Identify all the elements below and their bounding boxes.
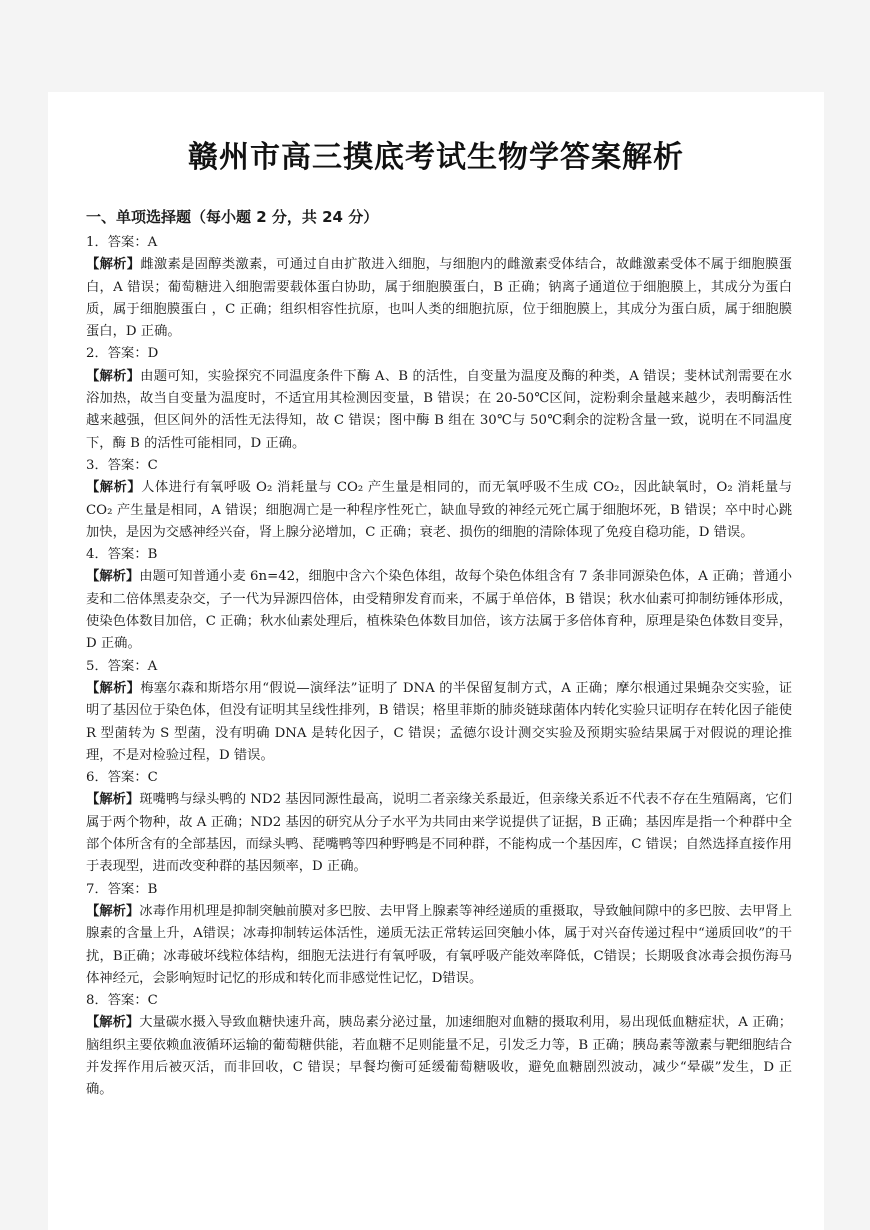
explain-tag: 【解析】: [86, 792, 140, 808]
explanation-text: 梅塞尔森和斯塔尔用“假说—演绎法”证明了 DNA 的半保留复制方式，A 正确；摩尔根通过果蝇杂交实验，证明了基因位于染色体，但没有证明其呈线性排列，B 错误；格里菲斯的肺炎链球菌体内转化实验只证明存在转化因子能使 R 型菌转为 S 型菌，没有明确 DNA 是转化因子，C 错误；孟德尔设计测交实验及预期实验结果属于对假说的理论推理，不是对检验过程，D 错误。: [86, 680, 793, 763]
answer-list: [86, 232, 792, 1102]
document-title: 赣州市高三摸底考试生物学答案解析: [188, 140, 684, 175]
question-7: [86, 879, 792, 990]
explanation: [86, 901, 792, 990]
explain-tag: 【解析】: [86, 680, 141, 696]
explain-tag: 【解析】: [86, 368, 141, 384]
question-4: [86, 544, 792, 655]
explanation: [86, 678, 792, 767]
answer-line: 3．答案：C: [86, 457, 158, 473]
explanation-text: 人体进行有氧呼吸 O₂ 消耗量与 CO₂ 产生量是相同的，而无氧呼吸不生成 CO₂，因此缺氧时，O₂ 消耗量与 CO₂ 产生量是相同，A 错误；细胞凋亡是一种程序性死亡，缺血导致的神经元死亡属于细胞坏死，B 错误；卒中时心跳加快，是因为交感神经兴奋，肾上腺分泌增加，C 正确；衰老、损伤的细胞的清除体现了免疫自稳功能，D 错误。: [86, 480, 793, 540]
explanation-text: 雌激素是固醇类激素，可通过自由扩散进入细胞，与细胞内的雌激素受体结合，故雌激素受体不属于细胞膜蛋白，A 错误；葡萄糖进入细胞需要载体蛋白协助，属于细胞膜蛋白，B 正确；钠离子通道位于细胞膜上，其成分为蛋白质，属于细胞膜蛋白 ，C 正确；组织相容性抗原，也叫人类的细胞抗原，位于细胞膜上，其成分为蛋白质，属于细胞膜蛋白，D 正确。: [86, 257, 793, 340]
question-6: [86, 767, 792, 878]
question-1: [86, 232, 792, 343]
explanation-text: 由题可知，实验探究不同温度条件下酶 A、B 的活性，自变量为温度及酶的种类，A 错误；斐林试剂需要在水浴加热，故当自变量为温度时，不适宜用其检测因变量，B 错误；在 20-50℃区间，淀粉剩余量越来越少，表明酶活性越来越强，但区间外的活性无法得知，故 C 错误；图中酶 B 组在 30℃与 50℃剩余的淀粉含量一致，说明在不同温度下，酶 B 的活性可能相同，D 正确。: [86, 368, 792, 451]
explain-tag: 【解析】: [86, 1015, 140, 1031]
explain-tag: 【解析】: [86, 480, 142, 496]
explanation: [86, 789, 792, 878]
question-2: [86, 343, 792, 454]
explanation-text: 冰毒作用机理是抑制突触前膜对多巴胺、去甲肾上腺素等神经递质的重摄取，导致触间隙中的多巴胺、去甲肾上腺素的含量上升，A错误；冰毒抑制转运体活性，递质无法正常转运回突触小体，属于对兴奋传递过程中“递质回收”的干扰，B正确；冰毒破坏线粒体结构，细胞无法进行有氧呼吸，有氧呼吸产能效率降低，C错误；长期吸食冰毒会损伤海马体神经元，会影响短时记忆的形成和转化而非感觉性记忆，D错误。: [86, 903, 793, 986]
explanation: [86, 254, 792, 343]
explanation-text: 斑嘴鸭与绿头鸭的 ND2 基因同源性最高，说明二者亲缘关系最近，但亲缘关系近不代表不存在生殖隔离，它们属于两个物种，故 A 正确；ND2 基因的研究从分子水平为共同由来学说提供了证据，B 正确；基因库是指一个种群中全部个体所含有的全部基因，而绿头鸭、琵嘴鸭等四种野鸭是不同种群，不能构成一个基因库，C 错误；自然选择直接作用于表现型，进而改变种群的基因频率，D 正确。: [86, 792, 792, 875]
explanation-text: 由题可知普通小麦 6n=42，细胞中含六个染色体组，故每个染色体组含有 7 条非同源染色体，A 正确；普通小麦和二倍体黑麦杂交，子一代为异源四倍体，由受精卵发育而来，不属于单倍体，B 错误；秋水仙素可抑制纺锤体形成，使染色体数目加倍，C 正确；秋水仙素处理后，植株染色体数目加倍，该方法属于多倍体育种，原理是染色体数目变异，D 正确。: [86, 569, 792, 652]
section-heading: 一、单项选择题（每小题 2 分，共 24 分）: [86, 208, 379, 226]
explanation: [86, 1012, 792, 1101]
explain-tag: 【解析】: [86, 569, 140, 585]
question-5: [86, 656, 792, 767]
explanation-text: 大量碳水摄入导致血糖快速升高，胰岛素分泌过量，加速细胞对血糖的摄取利用，易出现低血糖症状，A 正确；脑组织主要依赖血液循环运输的葡萄糖供能，若血糖不足则能量不足，引发乏力等，B 正确；胰岛素等激素与靶细胞结合并发挥作用后被灭活，而非回收，C 错误；早餐均衡可延缓葡萄糖吸收，避免血糖剧烈波动，减少“晕碳”发生，D 正确。: [86, 1015, 793, 1098]
question-8: [86, 990, 792, 1101]
explanation: [86, 477, 792, 544]
document-page: [48, 92, 824, 1230]
answer-line: 1．答案：A: [86, 235, 158, 250]
explanation: [86, 566, 792, 655]
answer-line: 5．答案：A: [86, 658, 158, 674]
explain-tag: 【解析】: [86, 257, 141, 273]
answer-line: 7．答案：B: [86, 881, 158, 897]
answer-line: 8．答案：C: [86, 993, 158, 1009]
explain-tag: 【解析】: [86, 903, 140, 919]
question-3: [86, 455, 792, 544]
explanation: [86, 366, 792, 455]
answer-line: 2．答案：D: [86, 346, 159, 362]
answer-line: 6．答案：C: [86, 770, 158, 786]
answer-line: 4．答案：B: [86, 547, 158, 563]
